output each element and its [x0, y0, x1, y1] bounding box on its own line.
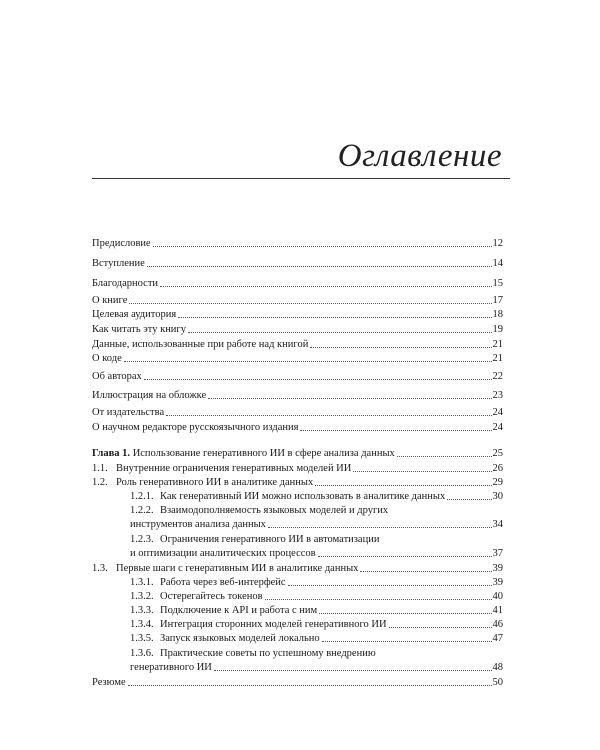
- dot-leader: [188, 331, 492, 333]
- toc-entry-title: Предисловие: [92, 238, 151, 249]
- toc-entry-title: Ограничения генеративного ИИ в автоматизации: [160, 534, 380, 545]
- toc-subsection-entry[interactable]: [130, 605, 503, 617]
- toc-subsection-number: 1.3.3.: [130, 605, 154, 616]
- toc-entry-title: Как генеративный ИИ можно использовать в аналитике данных: [160, 491, 446, 502]
- dot-leader: [288, 584, 492, 586]
- toc-entry-page: 25: [492, 448, 503, 459]
- toc-entry-page: 17: [492, 295, 503, 306]
- dot-leader: [319, 612, 491, 614]
- toc-entry-title: Взаимодополняемость языковых моделей и других: [160, 505, 389, 516]
- toc-entry-title: От издательства: [92, 407, 165, 418]
- dot-leader: [129, 302, 491, 304]
- toc-entry[interactable]: [92, 324, 503, 336]
- toc-entry-title: Вступление: [92, 258, 145, 269]
- toc-entry-page: 26: [492, 463, 503, 474]
- toc-entry-page: 39: [492, 577, 503, 588]
- toc-entry-page: 18: [492, 309, 503, 320]
- toc-subsection-entry[interactable]: [130, 491, 503, 503]
- dot-leader: [128, 684, 492, 686]
- toc-entry-page: 50: [492, 677, 503, 688]
- toc-entry-page: 40: [492, 591, 503, 602]
- toc-subsection-entry[interactable]: [130, 519, 503, 531]
- dot-leader: [268, 526, 492, 528]
- toc-entry-page: 46: [492, 619, 503, 630]
- dot-leader: [353, 470, 491, 472]
- toc-entry-page: 22: [492, 371, 503, 382]
- toc-entry-title: Данные, использованные при работе над книгой: [92, 339, 309, 350]
- toc-subsection-number: 1.2.1.: [130, 491, 154, 502]
- toc-entry-title: Об авторах: [92, 371, 142, 382]
- dot-leader: [265, 598, 492, 600]
- toc-subsection-entry[interactable]: [130, 619, 503, 631]
- toc-subsection-first-line[interactable]: [130, 648, 376, 660]
- toc-entry-page: 37: [492, 548, 503, 559]
- toc-subsection-number: 1.3.5.: [130, 633, 154, 644]
- dot-leader: [447, 498, 491, 500]
- toc-entry[interactable]: [92, 339, 503, 351]
- toc-subsection-entry[interactable]: [130, 548, 503, 560]
- toc-entry-page: 19: [492, 324, 503, 335]
- dot-leader: [389, 626, 492, 628]
- toc-subsection-entry[interactable]: [130, 577, 503, 589]
- toc-entry-title: Благодарности: [92, 278, 159, 289]
- toc-entry-page: 34: [492, 519, 503, 530]
- toc-entry-page: 30: [492, 491, 503, 502]
- toc-entry-page: 48: [492, 662, 503, 673]
- toc-entry-page: 24: [492, 407, 503, 418]
- toc-entry-title: О книге: [92, 295, 128, 306]
- toc-chapter-label: Глава 1.: [92, 448, 131, 459]
- toc-entry-title: Использование генеративного ИИ в сфере анализа данных: [132, 448, 395, 459]
- dot-leader: [360, 570, 491, 572]
- toc-entry[interactable]: [92, 238, 503, 250]
- toc-entry-title: Работа через веб-интерфейс: [160, 577, 286, 588]
- toc-entry-page: 12: [492, 238, 503, 249]
- toc-subsection-first-line[interactable]: [130, 534, 379, 546]
- toc-entry-title: Резюме: [92, 677, 126, 688]
- dot-leader: [300, 429, 491, 431]
- toc-entry[interactable]: [92, 422, 503, 434]
- toc-entry-page: 41: [492, 605, 503, 616]
- toc-section-number: 1.2.: [92, 477, 108, 488]
- dot-leader: [214, 669, 492, 671]
- toc-entry-title: Интеграция сторонних моделей генеративного ИИ: [160, 619, 387, 630]
- toc-section-number: 1.3.: [92, 563, 108, 574]
- toc-entry-title: Роль генеративного ИИ в аналитике данных: [116, 477, 314, 488]
- toc-entry-title: Целевая аудитория: [92, 309, 177, 320]
- toc-entry-title-continued: инструментов анализа данных: [130, 519, 266, 530]
- toc-entry-page: 21: [492, 339, 503, 350]
- toc-section-entry[interactable]: [92, 463, 503, 475]
- toc-entry-page: 15: [492, 278, 503, 289]
- toc-subsection-number: 1.3.6.: [130, 648, 154, 659]
- toc-chapter-entry[interactable]: [92, 448, 503, 460]
- toc-subsection-number: 1.2.3.: [130, 534, 154, 545]
- toc-entry-page: 24: [492, 422, 503, 433]
- toc-entry-title-continued: генеративного ИИ: [130, 662, 212, 673]
- toc-entry[interactable]: [92, 677, 503, 689]
- dot-leader: [166, 414, 491, 416]
- toc-entry[interactable]: [92, 353, 503, 365]
- toc-entry-page: 29: [492, 477, 503, 488]
- toc-entry-title: Практические советы по успешному внедрению: [160, 648, 376, 659]
- dot-leader: [153, 245, 492, 247]
- toc-entry-page: 14: [492, 258, 503, 269]
- dot-leader: [310, 346, 491, 348]
- toc-section-entry[interactable]: [92, 563, 503, 575]
- toc-section-number: 1.1.: [92, 463, 108, 474]
- toc-entry[interactable]: [92, 371, 503, 383]
- toc-subsection-number: 1.3.2.: [130, 591, 154, 602]
- toc-entry-title: О научном редакторе русскоязычного издания: [92, 422, 299, 433]
- toc-entry-title: Внутренние ограничения генеративных моделей ИИ: [116, 463, 352, 474]
- dot-leader: [208, 397, 491, 399]
- dot-leader: [160, 285, 491, 287]
- toc-entry-page: 21: [492, 353, 503, 364]
- toc-entry-page: 47: [492, 633, 503, 644]
- toc-entry-title: Первые шаги с генеративным ИИ в аналитике данных: [116, 563, 359, 574]
- toc-entry-page: 23: [492, 390, 503, 401]
- toc-subsection-entry[interactable]: [130, 591, 503, 603]
- dot-leader: [147, 265, 492, 267]
- toc-subsection-entry[interactable]: [130, 662, 503, 674]
- toc-entry[interactable]: [92, 407, 503, 419]
- toc-entry[interactable]: [92, 278, 503, 290]
- toc-entry-title: Как читать эту книгу: [92, 324, 186, 335]
- toc-entry-title: О коде: [92, 353, 122, 364]
- toc-entry[interactable]: [92, 295, 503, 307]
- toc-subsection-first-line[interactable]: [130, 505, 388, 517]
- toc-entry-title: Остерегайтесь токенов: [160, 591, 263, 602]
- toc-subsection-number: 1.3.1.: [130, 577, 154, 588]
- page-title: Оглавление: [337, 138, 502, 174]
- dot-leader: [124, 360, 492, 362]
- toc-entry[interactable]: [92, 309, 503, 321]
- dot-leader: [318, 555, 492, 557]
- dot-leader: [315, 484, 491, 486]
- dot-leader: [144, 378, 492, 380]
- toc-entry-title: Иллюстрация на обложке: [92, 390, 207, 401]
- dot-leader: [322, 640, 492, 642]
- toc-entry-title: Запуск языковых моделей локально: [160, 633, 320, 644]
- toc-subsection-number: 1.2.2.: [130, 505, 154, 516]
- toc-section-entry[interactable]: [92, 477, 503, 489]
- toc-subsection-number: 1.3.4.: [130, 619, 154, 630]
- toc-entry[interactable]: [92, 390, 503, 402]
- dot-leader: [397, 455, 492, 457]
- toc-subsection-entry[interactable]: [130, 633, 503, 645]
- toc-entry-title: Подключение к API и работа с ним: [160, 605, 318, 616]
- toc-entry-page: 39: [492, 563, 503, 574]
- toc-entry-title-continued: и оптимизации аналитических процессов: [130, 548, 316, 559]
- dot-leader: [178, 316, 491, 318]
- toc-entry[interactable]: [92, 258, 503, 270]
